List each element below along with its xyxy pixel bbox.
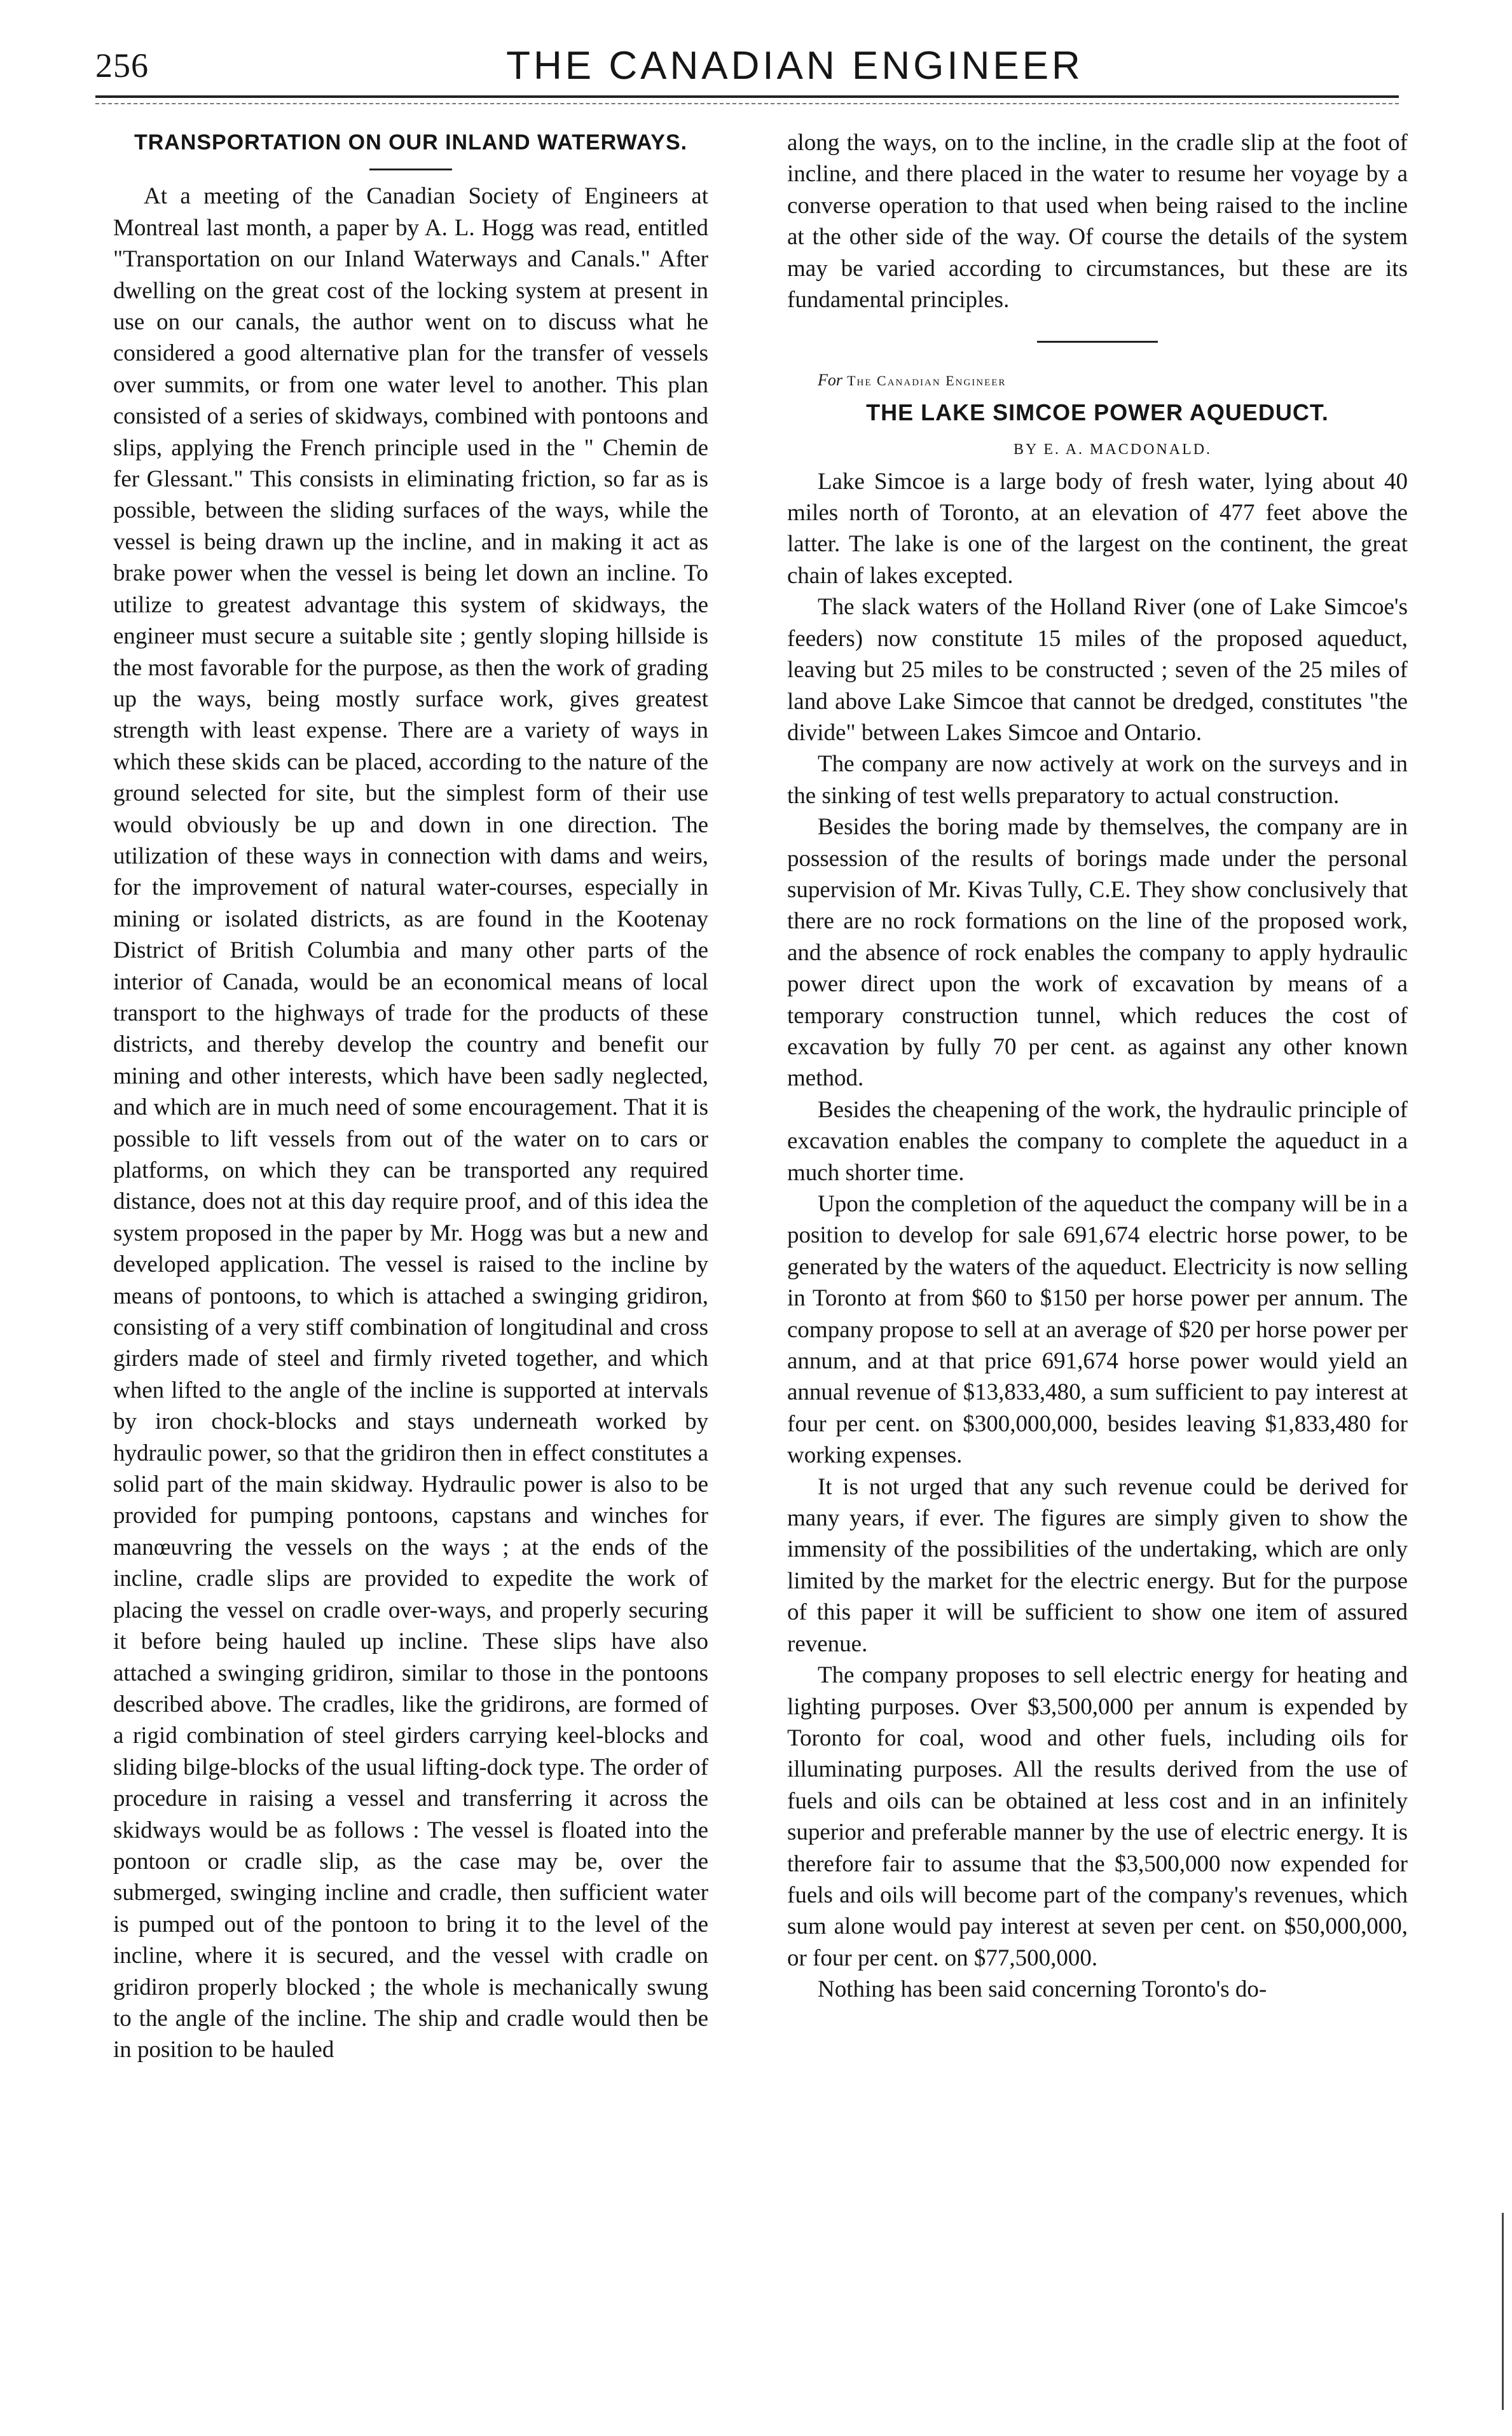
left-column [113,127,708,2328]
title-rule [369,169,452,170]
article-paragraph: Besides the boring made by themselves, the company are in possession of the results of borings made under the personal supervision of Mr. Kivas Tully, C.E. They show conclusively that there are no rock formations on the line of the proposed work, and the absence of rock enables the company to apply hydraulic power direct upon the work of excavation by means of a temporary construction tunnel, which reduces the cost of excavation by fully 70 per cent. as against any other known method. [787,814,1408,1092]
page-edge-mark [1502,2213,1504,2410]
header-rule [95,95,1399,98]
article-paragraph: The slack waters of the Holland River (one of Lake Simcoe's feeders) now constitute 15 miles of the proposed aqueduct, leaving but 25 miles to be constructed ; seven of the 25 miles of land above Lake Simcoe that cannot be dredged, constitutes "the divide" between Lakes Simcoe and Ontario. [787,594,1408,746]
article-paragraph: The company are now actively at work on the surveys and in the sinking of test wells preparatory to actual construction. [787,751,1408,809]
for-line [787,364,1408,396]
article-paragraph: Upon the completion of the aqueduct the company will be in a position to develop for sale 691,674 electric horse power, to be generated by the waters of the aqueduct. Electricity is now selling in Toronto at from $60 to $150 per horse power per annum. The company propose to sell at an average of $20 per horse power per annum, and at that price 691,674 horse power would yield an annual revenue of $13,833,480, a sum sufficient to pay interest at four per cent. on $300,000,000, besides leaving $1,833,480 for working expenses. [787,1191,1408,1469]
running-head: THE CANADIAN ENGINEER [506,44,1083,88]
page-number: 256 [95,46,149,85]
article-paragraph: Besides the cheapening of the work, the hydraulic principle of excavation enables the company to complete the aqueduct in a much shorter time. [787,1096,1408,1186]
article-paragraph: The company proposes to sell electric energy for heating and lighting purposes. Over $3,500,000 per annum is expended by Toronto for coal, wood and other fuels, including oils for illuminating purposes. All the results derived from the use of fuels and oils can be obtained at less cost and in an infinitely superior and preferable manner by the use of electric energy. It is therefore fair to assume that the $3,500,000 now expended for fuels and oils will become part of the company's revenues, which sum alone would pay interest at seven per cent. on $50,000,000, or four per cent. on $77,500,000. [787,1662,1408,1971]
article-paragraph: It is not urged that any such revenue could be derived for many years, if ever. The figures are simply given to show the immensity of the possibilities of the undertaking, which are only limited by the market for the electric energy. But for the purpose of this paper it will be sufficient to show one item of assured revenue. [787,1473,1408,1657]
article-byline: BY E. A. MACDONALD. [1013,441,1213,458]
article-continuation: along the ways, on to the incline, in the cradle slip at the foot of incline, and there placed in the water to resume her voyage by a converse operation to that used when being raised to the incline at the other side of the way. Of course the details of the system may be varied according to circumstances, but these are its fundamental principles. [787,130,1408,313]
for-line-publication: The Canadian Engineer [847,373,1007,389]
header-rule-dashed [95,103,1399,104]
page-header [0,0,1512,121]
article-title-transportation: TRANSPORTATION ON OUR INLAND WATERWAYS. [134,130,688,155]
article-paragraph: At a meeting of the Canadian Society of Engineers at Montreal last month, a paper by A. L. Hogg was read, entitled "Transportation on our Inland Waterways and Canals." After dwelling on the great cost of the locking system at present in use on our canals, the author went on to discuss what he considered a good alternative plan for the transfer of vessels over summits, or from one water level to another. This plan consisted of a series of skidways, combined with pontoons and slips, applying the French principle used in the " Chemin de fer Glessant." This consists in eliminating friction, so far as is possible, between the sliding surfaces of the ways, while the vessel is being drawn up the incline, and in making it act as brake power when the vessel is being let down an incline. To utilize to greatest advantage this system of skidways, the engineer must secure a suitable site ; gently sloping hillside is the most favorable for the purpose, as then the work of grading up the ways, being mostly surface work, gives greatest strength with least expense. There are a variety of ways in which these skids can be placed, according to the nature of the ground selected for site, but the simplest form of their use would obviously be up and down in one direction. The utilization of these ways in connection with dams and weirs, for the improvement of natural water-courses, especially in mining or isolated districts, as are found in the Kootenay District of British Columbia and many other parts of the interior of Canada, would be an economical means of local transport to the highways of trade for the products of these districts, and thereby develop the country and benefit our mining and other interests, which have been sadly neglected, and which are in much need of some encouragement. That it is possible to lift vessels from out of the water on to cars or platforms, on which they can be transported any required distance, does not at this day require proof, and of this idea the system proposed in the paper by Mr. Hogg was but a new and developed application. The vessel is raised to the incline by means of pontoons, to which is attached a swinging gridiron, consisting of a very stiff combination of longitudinal and cross girders made of steel and firmly riveted together, and which when lifted to the angle of the incline is supported at intervals by iron chock-blocks and stays underneath worked by hydraulic power, so that the gridiron then in effect constitutes a solid part of the main skidway. Hydraulic power is also to be provided for pumping pontoons, capstans and winches for manœuvring the vessels on the ways ; at the ends of the incline, cradle slips are provided to expedite the work of placing the vessel on cradle over-ways, and properly securing it before being hauled up incline. These slips have also attached a swinging gridiron, similar to those in the pontoons described above. The cradles, like the gridirons, are formed of a rigid combination of steel girders carrying keel-blocks and sliding bilge-blocks of the usual lifting-dock type. The order of procedure in raising a vessel and transferring it across the skidways would be as follows : The vessel is floated into the pontoon or cradle slip, as the case may be, over the submerged, swinging incline and cradle, then sufficient water is pumped out of the pontoon to bring it to the level of the incline, where it is secured, and the vessel with cradle on gridiron properly blocked ; the whole is mechanically swung to the angle of the incline. The ship and cradle would then be in position to be hauled [113,183,708,2063]
article-title-lake-simcoe: THE LAKE SIMCOE POWER AQUEDUCT. [866,399,1329,425]
article-paragraph: Lake Simcoe is a large body of fresh water, lying about 40 miles north of Toronto, at an elevation of 477 feet above the latter. The lake is one of the largest on the continent, the great chain of lakes excepted. [787,468,1408,589]
article-paragraph: Nothing has been said concerning Toronto's do- [818,1976,1267,2003]
right-column [787,127,1408,2328]
for-line-prefix: For [818,371,842,390]
article-separator-rule [1037,341,1158,343]
